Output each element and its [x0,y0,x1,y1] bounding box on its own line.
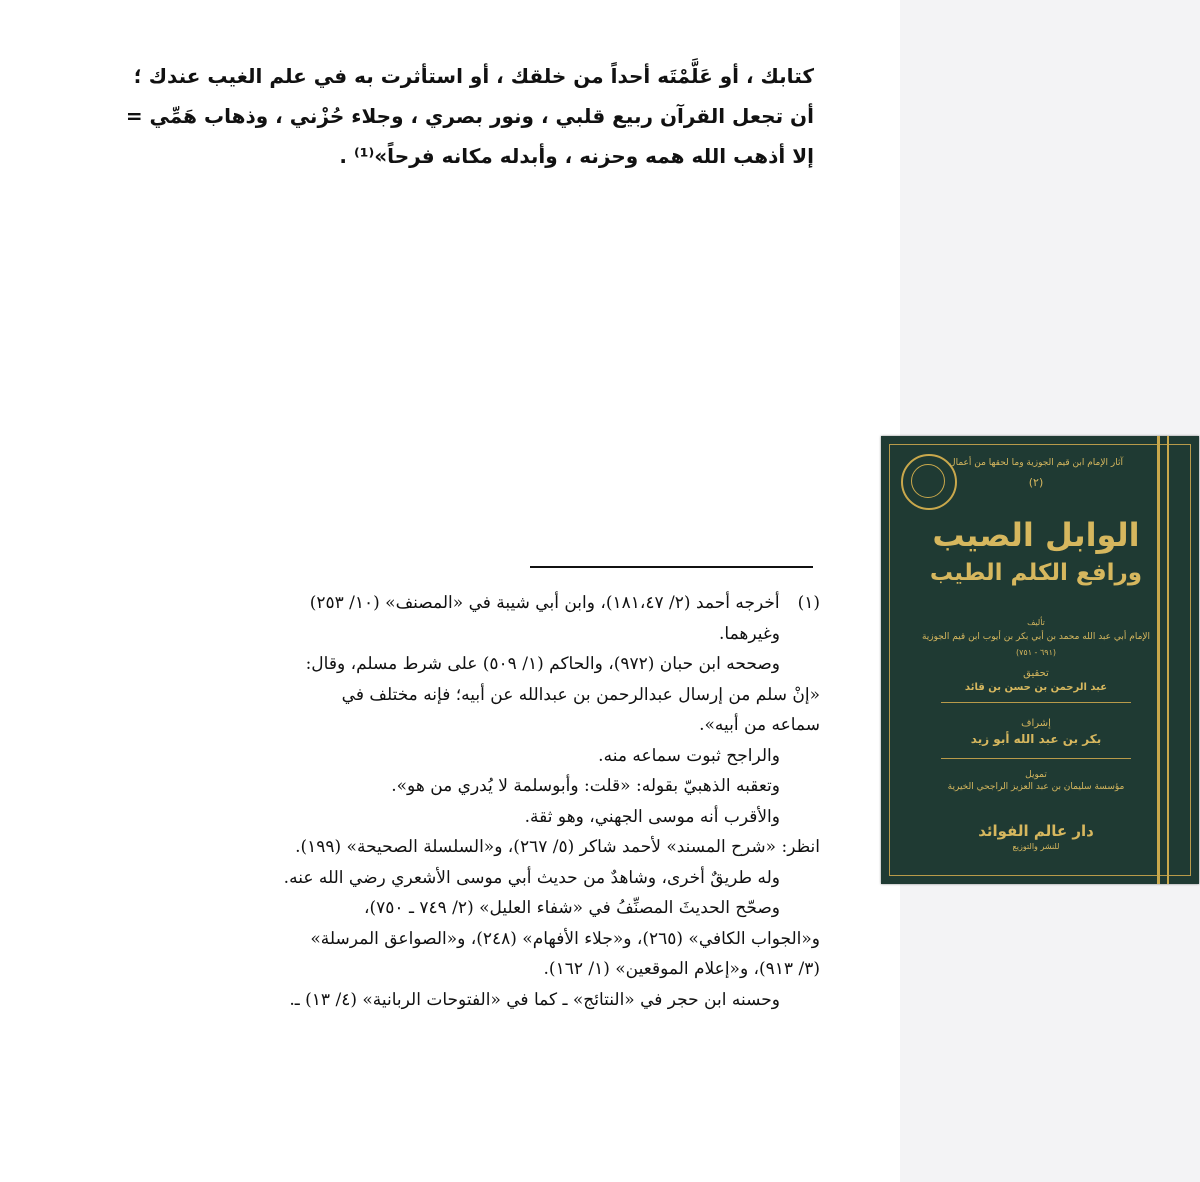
cover-publisher-sub: للنشر والتوزيع [1012,842,1060,851]
cover-author-label: تأليف [1027,618,1045,627]
footnote-line-6: والراجح ثبوت سماعه منه. [598,745,780,766]
footnote-line-3: وصححه ابن حبان (٩٧٢)، والحاكم (١/ ٥٠٩) على شرط مسلم، وقال: [305,654,780,674]
cover-supervisor: بكر بن عبد الله أبو زيد [970,732,1102,746]
footnote-number: (١) [797,593,820,613]
cover-editor: عبد الرحمن بن حسن بن قائد [964,682,1108,693]
cover-spine-line [1157,436,1160,884]
footnote-line-12: و«الجواب الكافي» (٢٦٥)، و«جلاء الأفهام» (٢٤٨)، و«الصواعق المرسلة» [310,928,820,949]
cover-funding-label: تمويل [1025,770,1047,780]
footnote-line-10: وله طريقٌ أخرى، وشاهدٌ من حديث أبي موسى الأشعري رضي الله عنه. [283,867,780,888]
footnote-line-11: وصحّح الحديثَ المصنِّفُ في «شفاء العليل» (٢/ ٧٤٩ ـ ٧٥٠)، [364,898,780,918]
cover-series: آثار الإمام ابن قيم الجوزية وما لحقها من أعمال [949,458,1123,468]
footnote-line-5: سماعه من أبيه». [699,715,820,735]
cover-volume: (٢) [1028,476,1044,489]
footnote-line-9: انظر: «شرح المسند» لأحمد شاكر (٥/ ٢٦٧)، و«السلسلة الصحيحة» (١٩٩). [295,837,820,857]
main-text-line-1: كتابك ، أو عَلَّمْتَه أحداً من خلقك ، أو استأثرت به في علم الغيب عندك ؛ [133,64,814,88]
cover-subtitle: ورافع الكلم الطيب [929,560,1143,586]
cover-editor-label: تحقيق [1023,668,1049,679]
cover-title: الوابل الصيب [932,516,1140,554]
footnote-text: أخرجه أحمد (٢/ ١٨١،٤٧)، وابن أبي شيبة في «المصنف» (١٠/ ٢٥٣) [309,593,780,613]
cover-years: (٦٩١ - ٧٥١) [1015,648,1056,657]
book-cover-image [881,436,1199,884]
cover-supervision-label: إشراف [1021,718,1051,729]
main-text-line-2: أن تجعل القرآن ربيع قلبي ، ونور بصري ، وجلاء حُزْني ، وذهاب هَمِّي = [125,104,814,128]
footnote-line-7: وتعقبه الذهبيّ بقوله: «قلت: وأبوسلمة لا يُدري من هو». [391,776,780,796]
footnote-line-14: وحسنه ابن حجر في «النتائج» ـ كما في «الفتوحات الربانية» (٤/ ١٣) ـ. [289,989,780,1010]
footnote-separator [530,566,813,568]
footnote-line-13: (٣/ ٩١٣)، و«إعلام الموقعين» (١/ ١٦٢). [543,959,820,979]
footnote-block [72,588,820,1015]
cover-divider [941,758,1131,759]
cover-spine-line [1167,436,1169,884]
main-text-block [70,56,814,176]
cover-author: الإمام أبي عبد الله محمد بن أبي بكر بن أيوب ابن قيم الجوزية [921,632,1151,642]
cover-publisher: دار عالم الفوائد [978,822,1094,840]
main-text-line-3: إلا أذهب الله همه وحزنه ، وأبدله مكانه فرحاً»⁽¹⁾ . [339,144,814,168]
cover-divider [941,702,1131,703]
footnote-line-8: والأقرب أنه موسى الجهني، وهو ثقة. [524,806,780,827]
footnote-line-2: وغيرهما. [719,623,780,644]
footnote-line-4: «إنْ سلم من إرسال عبدالرحمن بن عبدالله عن أبيه؛ فإنه مختلف في [341,684,820,705]
footnote-line-1 [72,588,820,619]
cover-funder: مؤسسة سليمان بن عبد العزيز الراجحي الخيرية [947,782,1125,792]
